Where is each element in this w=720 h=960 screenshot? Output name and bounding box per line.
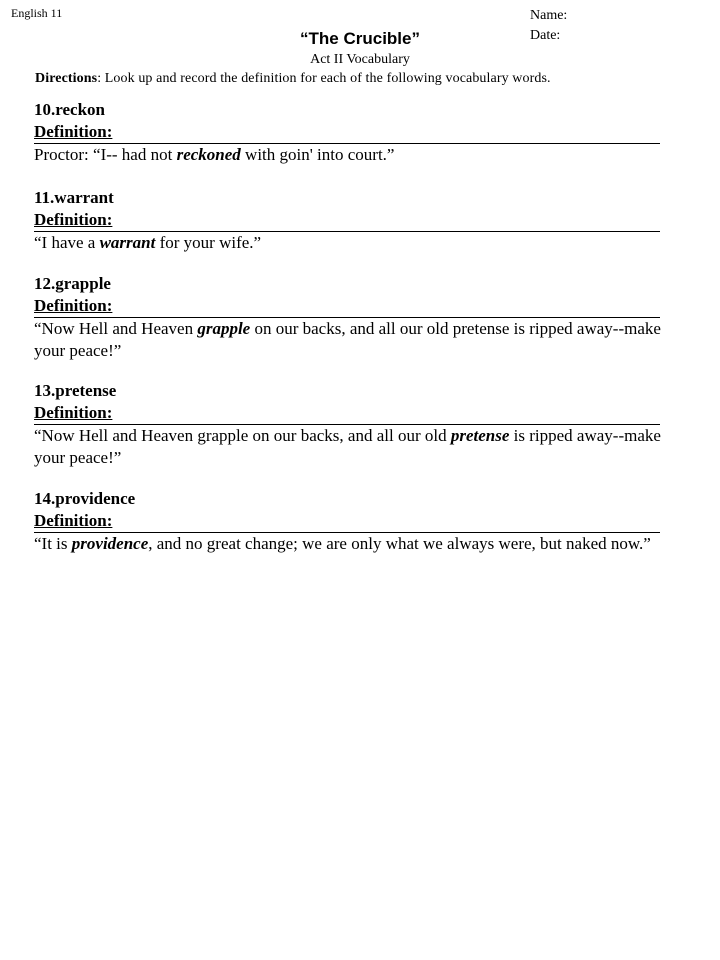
- definition-label: Definition:: [34, 296, 113, 315]
- course-label: English 11: [11, 6, 63, 20]
- definition-label: Definition:: [34, 210, 113, 229]
- vocab-word: 10.reckon: [34, 100, 105, 119]
- quote-keyword: warrant: [99, 233, 156, 252]
- vocab-item-grapple: [34, 273, 664, 362]
- page-title: “The Crucible”: [300, 29, 420, 48]
- definition-label: Definition:: [34, 403, 113, 422]
- date-label: Date:: [530, 28, 561, 43]
- vocab-item-warrant: [34, 187, 664, 254]
- vocab-item-reckon: [34, 99, 664, 166]
- vocab-word: 14.providence: [34, 489, 136, 508]
- definition-line[interactable]: [34, 121, 660, 144]
- quote-text: “It is: [34, 534, 72, 553]
- quote-text: on our backs, and all our old pretense is ripped away--make your peace!”: [34, 319, 661, 360]
- quote-text: Proctor: “I-- had not: [34, 145, 177, 164]
- definition-line[interactable]: [34, 510, 660, 533]
- quote-keyword: grapple: [197, 319, 251, 338]
- quote-text: with goin' into court.”: [240, 145, 395, 164]
- name-label: Name:: [530, 8, 568, 23]
- vocab-word: 11.warrant: [34, 188, 114, 207]
- definition-line[interactable]: [34, 209, 660, 232]
- example-quote: [34, 144, 666, 166]
- example-quote: [34, 533, 666, 555]
- definition-label: Definition:: [34, 511, 113, 530]
- vocab-item-providence: [34, 488, 664, 555]
- example-quote: [34, 425, 666, 469]
- page-subtitle: Act II Vocabulary: [310, 52, 410, 67]
- quote-text: “Now Hell and Heaven grapple on our backs, and all our old: [34, 426, 451, 445]
- quote-text: is ripped away--make your peace!”: [34, 426, 661, 467]
- directions-label: Directions: [35, 71, 98, 86]
- definition-line[interactable]: [34, 295, 660, 318]
- quote-text: , and no great change; we are only what we always were, but naked now.”: [148, 534, 651, 553]
- vocab-word: 12.grapple: [34, 274, 111, 293]
- quote-text: for your wife.”: [155, 233, 262, 252]
- quote-keyword: reckoned: [176, 145, 241, 164]
- quote-keyword: providence: [71, 534, 149, 553]
- definition-line[interactable]: [34, 402, 660, 425]
- definition-label: Definition:: [34, 122, 113, 141]
- example-quote: [34, 232, 666, 254]
- quote-text: “Now Hell and Heaven: [34, 319, 198, 338]
- directions-text: : Look up and record the definition for each of the following vocabulary words.: [97, 71, 551, 86]
- vocab-item-pretense: [34, 380, 664, 469]
- example-quote: [34, 318, 666, 362]
- quote-keyword: pretense: [450, 426, 510, 445]
- quote-text: “I have a: [34, 233, 100, 252]
- directions: [35, 71, 551, 87]
- vocab-word: 13.pretense: [34, 381, 117, 400]
